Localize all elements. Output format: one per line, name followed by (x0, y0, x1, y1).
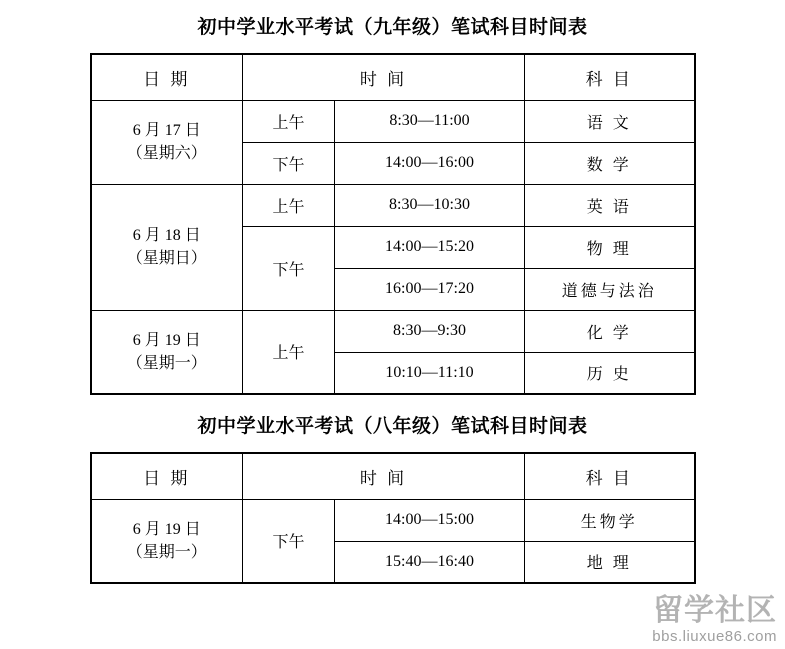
column-header-time: 时 间 (243, 54, 525, 100)
watermark (652, 596, 777, 645)
date-cell-jun17 (91, 100, 243, 184)
ampm-cell: 上午 (243, 100, 335, 142)
table-header-row (91, 54, 695, 100)
ampm-cell: 上午 (243, 310, 335, 394)
table-row (91, 184, 695, 226)
weekday-text: （星期日） (126, 250, 207, 267)
date-cell-jun19 (91, 310, 243, 394)
subject-cell: 物 理 (525, 226, 695, 268)
subject-cell: 语 文 (525, 100, 695, 142)
time-cell: 10:10—11:10 (335, 352, 525, 394)
column-header-time: 时 间 (243, 453, 525, 499)
table-row (91, 499, 695, 541)
weekday-text: （星期一） (126, 543, 207, 561)
subject-cell: 地 理 (525, 541, 695, 583)
subject-cell: 道德与法治 (525, 268, 695, 310)
ampm-cell: 下午 (243, 499, 335, 583)
time-cell: 8:30—10:30 (335, 184, 525, 226)
page-title-grade9: 初中学业水平考试（九年级）笔试科目时间表 (197, 17, 588, 38)
date-text: 6 月 17 日 (132, 121, 201, 139)
time-cell: 14:00—16:00 (335, 142, 525, 184)
date-text: 6 月 19 日 (132, 520, 201, 538)
table-row (91, 310, 695, 352)
schedule-table-grade8-wrapper (0, 452, 785, 584)
subject-cell: 历 史 (525, 352, 695, 394)
date-text: 6 月 19 日 (132, 331, 201, 349)
subject-cell: 英 语 (525, 184, 695, 226)
ampm-cell: 下午 (243, 226, 335, 310)
schedule-table-grade8 (90, 452, 696, 584)
subject-cell: 化 学 (525, 310, 695, 352)
ampm-cell: 上午 (243, 184, 335, 226)
subject-cell: 数 学 (525, 142, 695, 184)
column-header-subject: 科 目 (525, 453, 695, 499)
column-header-date: 日 期 (91, 54, 243, 100)
schedule-table-grade9 (90, 53, 696, 395)
date-text: 6 月 18 日 (132, 226, 201, 244)
weekday-text: （星期六） (126, 145, 207, 162)
time-cell: 14:00—15:20 (335, 226, 525, 268)
time-cell: 16:00—17:20 (335, 268, 525, 310)
date-cell-jun19 (91, 499, 243, 583)
time-cell: 8:30—11:00 (335, 100, 525, 142)
date-cell-jun18 (91, 184, 243, 310)
subject-cell: 生物学 (525, 499, 695, 541)
weekday-text: （星期一） (126, 354, 207, 372)
watermark-main-text: 留学社区 (653, 594, 777, 627)
ampm-cell: 下午 (243, 142, 335, 184)
time-cell: 14:00—15:00 (335, 499, 525, 541)
table-row (91, 100, 695, 142)
time-cell: 8:30—9:30 (335, 310, 525, 352)
column-header-subject: 科 目 (525, 54, 695, 100)
table-header-row (91, 453, 695, 499)
page-title-grade8: 初中学业水平考试（八年级）笔试科目时间表 (197, 416, 588, 437)
column-header-date: 日 期 (91, 453, 243, 499)
schedule-table-grade9-wrapper (0, 53, 785, 395)
watermark-url-text: bbs.liuxue86.com (652, 628, 777, 645)
time-cell: 15:40—16:40 (335, 541, 525, 583)
